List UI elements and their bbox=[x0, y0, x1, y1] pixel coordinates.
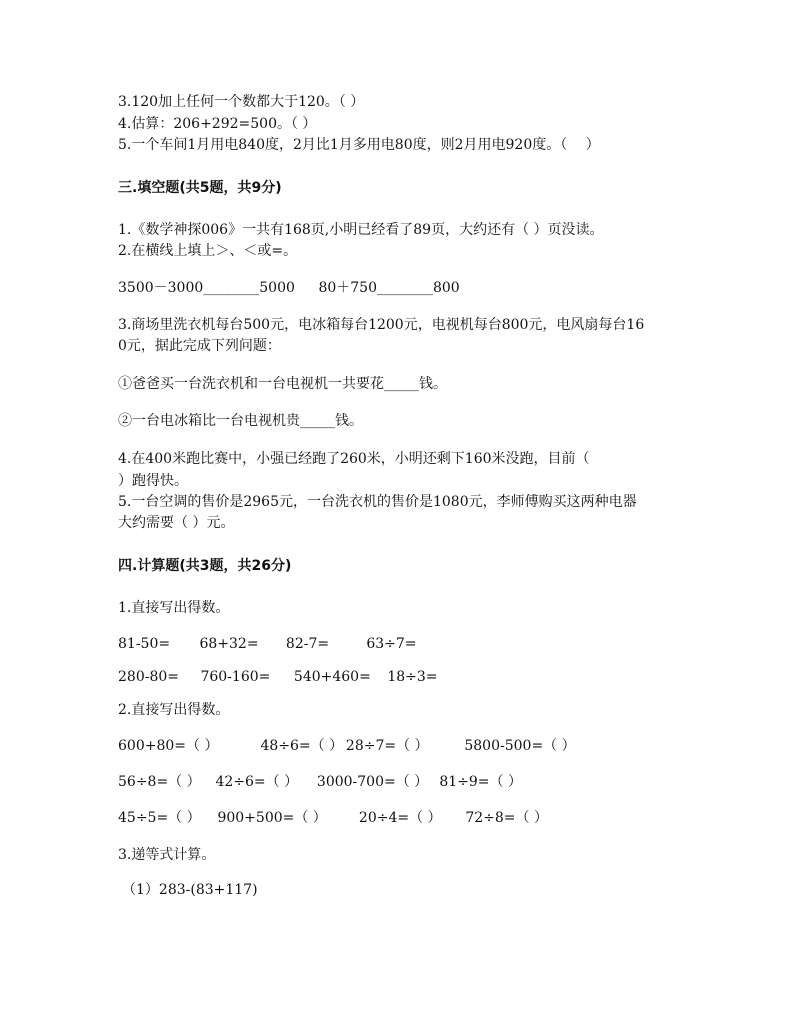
expression: 5800-500=（ ） bbox=[464, 738, 576, 754]
fill-question-2: 2.在横线上填上＞、＜或=。 bbox=[118, 243, 298, 259]
expression: 68+32= bbox=[199, 636, 259, 652]
compare-item: 80＋750________800 bbox=[318, 280, 460, 296]
compare-item: 3500－3000________5000 bbox=[118, 280, 295, 296]
judge-question-4: 4.估算：206+292=500。（ ） bbox=[118, 116, 317, 132]
fill-question-3-sub-2: ②一台电冰箱比一台电视机贵_____钱。 bbox=[118, 413, 363, 429]
fill-question-4-line-2: ）跑得快。 bbox=[118, 473, 188, 489]
judge-question-3: 3.120加上任何一个数都大于120。（ ） bbox=[118, 94, 365, 110]
expression: 760-160= bbox=[200, 669, 271, 685]
expression: 28÷7=（ ） bbox=[345, 738, 429, 754]
fill-question-3-sub-1: ①爸爸买一台洗衣机和一台电视机一共要花_____钱。 bbox=[118, 376, 447, 392]
calc-question-2: 2.直接写出得数。 bbox=[118, 702, 230, 718]
calc-question-1-row-1 bbox=[118, 634, 417, 654]
fill-question-2-row bbox=[118, 278, 460, 298]
expression: 20÷4=（ ） bbox=[358, 810, 442, 826]
fill-question-5-line-1: 5.一台空调的售价是2965元，一台洗衣机的售价是1080元，李师傅购买这两种电器 bbox=[118, 494, 637, 510]
fill-question-4-line-1: 4.在400米跑比赛中，小强已经跑了260米，小明还剩下160米没跑，目前（ bbox=[118, 451, 590, 467]
calc-question-2-row-2 bbox=[118, 772, 522, 792]
expression: 81-50= bbox=[118, 636, 171, 652]
expression: 81÷9=（ ） bbox=[439, 774, 522, 790]
expression: 280-80= bbox=[118, 669, 179, 685]
calc-question-2-row-3 bbox=[118, 808, 548, 828]
expression: 45÷5=（ ） bbox=[118, 810, 201, 826]
expression: 18÷3= bbox=[387, 669, 438, 685]
fill-question-3-line-2: 0元，据此完成下列问题： bbox=[118, 338, 281, 354]
section-heading-fill-in: 三.填空题(共5题，共9分) bbox=[118, 180, 282, 196]
fill-question-5-line-2: 大约需要（ ）元。 bbox=[118, 515, 235, 531]
expression: 82-7= bbox=[285, 636, 330, 652]
expression: 63÷7= bbox=[366, 636, 417, 652]
expression: 72÷8=（ ） bbox=[465, 810, 548, 826]
expression: 48÷6=（ ） bbox=[260, 738, 344, 754]
fill-question-3-line-1: 3.商场里洗衣机每台500元，电冰箱每台1200元，电视机每台800元，电风扇每台16 bbox=[118, 317, 645, 333]
calc-question-3-item-1: （1）283-(83+117) bbox=[122, 882, 258, 898]
fill-question-1: 1.《数学神探006》一共有168页,小明已经看了89页，大约还有（ ）页没读。 bbox=[118, 222, 604, 238]
section-heading-calculation: 四.计算题(共3题，共26分) bbox=[118, 558, 292, 574]
calc-question-1-row-2 bbox=[118, 667, 438, 687]
expression: 3000-700=（ ） bbox=[316, 774, 429, 790]
calc-question-1: 1.直接写出得数。 bbox=[118, 600, 230, 616]
calc-question-2-row-1 bbox=[118, 736, 576, 756]
expression: 900+500=（ ） bbox=[217, 810, 327, 826]
calc-question-3: 3.递等式计算。 bbox=[118, 847, 216, 863]
judge-question-5: 5.一个车间1月用电840度，2月比1月多用电80度，则2月用电920度。（ ） bbox=[118, 137, 600, 153]
expression: 540+460= bbox=[293, 669, 371, 685]
expression: 56÷8=（ ） bbox=[118, 774, 201, 790]
expression: 42÷6=（ ） bbox=[215, 774, 299, 790]
expression: 600+80=（ ） bbox=[118, 738, 219, 754]
